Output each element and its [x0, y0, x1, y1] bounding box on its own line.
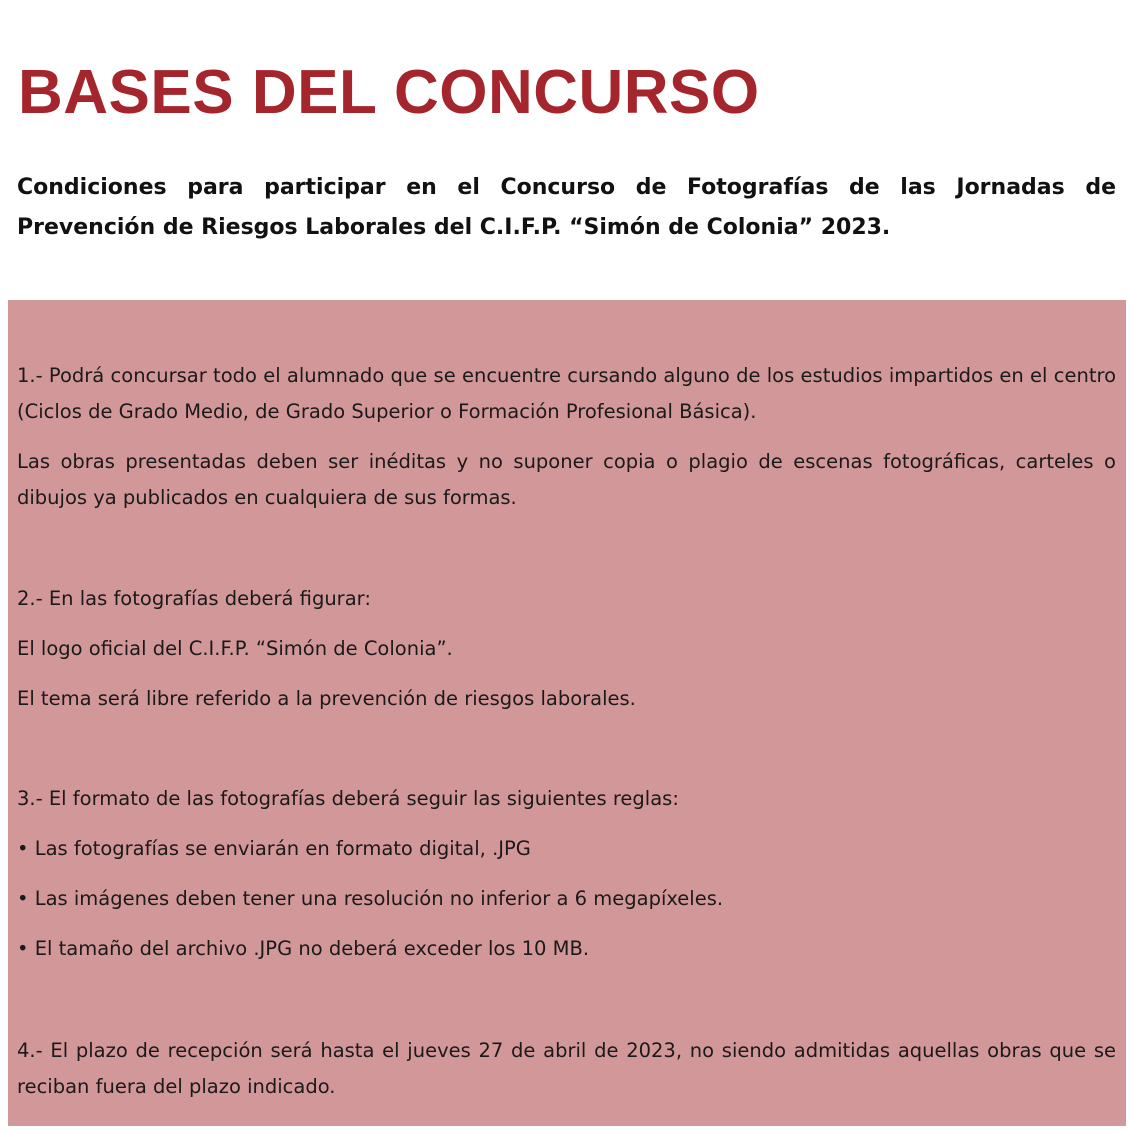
- rule-2-theme: El tema será libre referido a la prevención de riesgos laborales.: [17, 687, 636, 710]
- rule-2-heading: 2.- En las fotografías deberá figurar:: [17, 587, 371, 610]
- rule-2-logo: El logo oficial del C.I.F.P. “Simón de Colonia”.: [17, 637, 453, 660]
- rule-1-originality: Las obras presentadas deben ser inéditas y no suponer copia o plagio de escenas fotográficas, carteles o dibujos ya publicados en cualquiera de sus formas.: [17, 450, 1116, 509]
- subtitle: Condiciones para participar en el Concurso de Fotografías de las Jornadas de Prevención de Riesgos Laborales del C.I.F.P. “Simón de Colonia” 2023.: [17, 175, 1116, 240]
- rule-1-eligibility: 1.- Podrá concursar todo el alumnado que se encuentre cursando alguno de los estudios impartidos en el centro (Ciclos de Grado Medio, de Grado Superior o Formación Profesional Básica).: [17, 364, 1116, 423]
- rule-4-deadline: 4.- El plazo de recepción será hasta el jueves 27 de abril de 2023, no siendo admitidas aquellas obras que se reciban fuera del plazo indicado.: [17, 1039, 1116, 1098]
- rule-3-heading: 3.- El formato de las fotografías deberá seguir las siguientes reglas:: [17, 787, 679, 810]
- rule-3-bullet-resolution: • Las imágenes deben tener una resolución no inferior a 6 megapíxeles.: [17, 887, 724, 910]
- page-title: BASES DEL CONCURSO: [18, 58, 760, 127]
- rule-3-bullet-format: • Las fotografías se enviarán en formato digital, .JPG: [17, 837, 531, 860]
- rule-3-bullet-size: • El tamaño del archivo .JPG no deberá exceder los 10 MB.: [17, 937, 590, 960]
